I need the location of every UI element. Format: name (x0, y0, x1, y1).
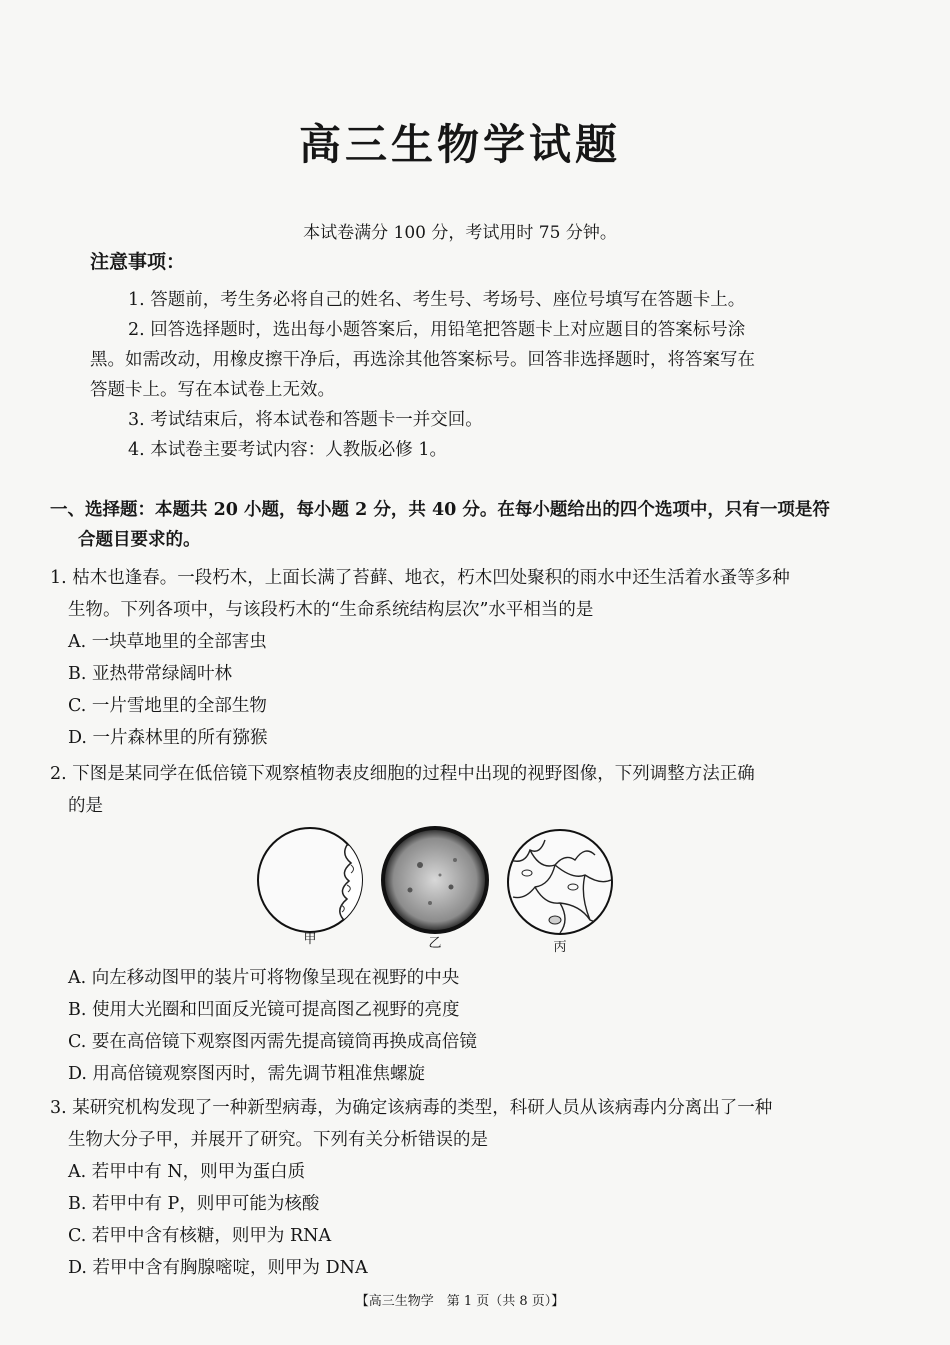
section-heading: 一、选择题：本题共 20 小题，每小题 2 分，共 40 分。在每小题给出的四个选项中，只有一项是符 (50, 500, 830, 520)
q2-option-d: D. 用高倍镜观察图丙时，需先调节粗准焦螺旋 (68, 1064, 426, 1084)
field-bing (508, 830, 612, 934)
q3-option-a: A. 若甲中有 N，则甲为蛋白质 (68, 1162, 306, 1182)
q2-stem-cont: 的是 (68, 796, 103, 816)
page-footer: 【高三生物学 第 1 页（共 8 页）】 (355, 1294, 565, 1309)
notice-line-2: 2. 回答选择题时，选出每小题答案后，用铅笔把答题卡上对应题目的答案标号涂 (128, 320, 746, 340)
q2-stem: 2. 下图是某同学在低倍镜下观察植物表皮细胞的过程中出现的视野图像，下列调整方法正确 (50, 764, 755, 784)
q3-option-d: D. 若甲中含有胸腺嘧啶，则甲为 DNA (68, 1258, 368, 1278)
q3-stem-cont: 生物大分子甲，并展开了研究。下列有关分析错误的是 (68, 1130, 488, 1150)
q3-option-c: C. 若甲中含有核糖，则甲为 RNA (68, 1226, 332, 1246)
section-heading-cont: 合题目要求的。 (78, 530, 201, 550)
q2-option-c: C. 要在高倍镜下观察图丙需先提高镜筒再换成高倍镜 (68, 1032, 477, 1052)
q1-option-c: C. 一片雪地里的全部生物 (68, 696, 267, 716)
q2-option-b: B. 使用大光圈和凹面反光镜可提高图乙视野的亮度 (68, 1000, 460, 1020)
field-jia (258, 828, 363, 932)
field-yi (383, 828, 487, 932)
q3-option-b: B. 若甲中有 P，则甲可能为核酸 (68, 1194, 320, 1214)
exam-info: 本试卷满分 100 分，考试用时 75 分钟。 (303, 223, 617, 243)
label-jia: 甲 (303, 932, 317, 947)
q1-option-b: B. 亚热带常绿阔叶林 (68, 664, 232, 684)
microscope-figure (255, 825, 625, 960)
label-bing: 丙 (553, 940, 567, 955)
q2-option-a: A. 向左移动图甲的装片可将物像呈现在视野的中央 (68, 968, 460, 988)
notice-line-5: 3. 考试结束后，将本试卷和答题卡一并交回。 (128, 410, 483, 430)
q1-stem-cont: 生物。下列各项中，与该段朽木的“生命系统结构层次”水平相当的是 (68, 600, 594, 620)
notice-heading: 注意事项： (90, 251, 186, 273)
notice-line-3: 黑。如需改动，用橡皮擦干净后，再选涂其他答案标号。回答非选择题时，将答案写在 (90, 350, 755, 370)
q1-option-a: A. 一块草地里的全部害虫 (68, 632, 267, 652)
notice-line-4: 答题卡上。写在本试卷上无效。 (90, 380, 335, 400)
notice-line-6: 4. 本试卷主要考试内容：人教版必修 1。 (128, 440, 447, 460)
q3-stem: 3. 某研究机构发现了一种新型病毒，为确定该病毒的类型，科研人员从该病毒内分离出了一种 (50, 1098, 773, 1118)
page-title: 高三生物学试题 (298, 120, 621, 169)
q1-stem: 1. 枯木也逢春。一段朽木，上面长满了苔藓、地衣，朽木凹处聚积的雨水中还生活着水蚤等多种 (50, 568, 790, 588)
notice-line-1: 1. 答题前，考生务必将自己的姓名、考生号、考场号、座位号填写在答题卡上。 (128, 290, 746, 310)
label-yi: 乙 (428, 936, 442, 951)
q1-option-d: D. 一片森林里的所有猕猴 (68, 728, 268, 748)
